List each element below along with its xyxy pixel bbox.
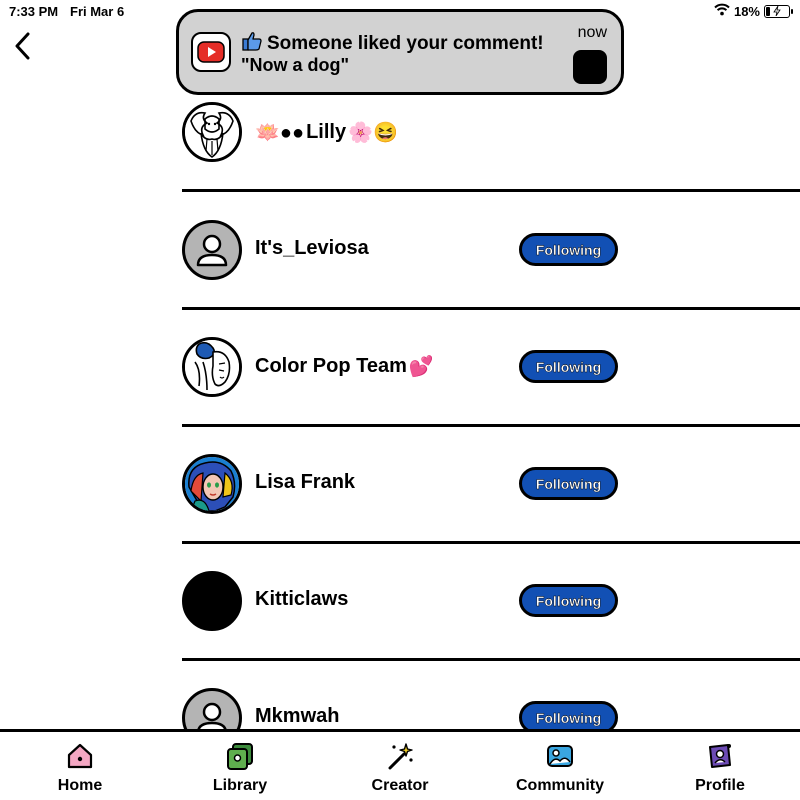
notification-time: now — [577, 24, 607, 41]
list-item[interactable] — [182, 102, 800, 219]
notification-banner[interactable] — [176, 9, 624, 95]
notification-title — [241, 30, 544, 58]
divider — [182, 424, 800, 427]
list-item[interactable] — [182, 220, 800, 337]
divider — [182, 189, 800, 192]
default-avatar-icon — [182, 688, 242, 731]
tab-label: Home — [57, 777, 103, 794]
profile-icon — [704, 740, 736, 772]
bottom-tab-bar — [0, 729, 800, 800]
battery-percent: 18% — [733, 3, 760, 19]
following-button[interactable]: Following — [519, 701, 618, 731]
avatar — [182, 337, 242, 397]
list-item[interactable] — [182, 571, 800, 688]
tab-library[interactable] — [180, 740, 300, 800]
user-name-text: Lilly — [306, 121, 347, 143]
tab-label: Library — [212, 777, 268, 794]
tab-home[interactable] — [20, 740, 140, 800]
back-button[interactable] — [8, 30, 36, 66]
user-name-text: Color Pop Team — [255, 355, 407, 377]
home-icon — [64, 740, 96, 772]
following-button[interactable]: Following — [519, 233, 618, 266]
following-button[interactable]: Following — [519, 350, 618, 383]
user-name-suffix: 🌸😆 — [348, 122, 398, 144]
chevron-left-icon — [13, 32, 31, 65]
divider — [182, 658, 800, 661]
tab-creator[interactable] — [340, 740, 460, 800]
user-name — [255, 354, 434, 379]
community-icon — [544, 740, 576, 772]
avatar — [182, 102, 242, 162]
following-list — [182, 0, 800, 731]
user-name: Lisa Frank — [255, 471, 356, 493]
youtube-icon — [191, 32, 231, 72]
tab-profile[interactable] — [660, 740, 780, 800]
following-button[interactable]: Following — [519, 467, 618, 500]
thumbs-up-icon — [241, 30, 263, 58]
avatar — [182, 571, 242, 631]
notification-thumbnail — [573, 50, 607, 84]
tab-label: Creator — [371, 777, 429, 794]
status-time: 7:33 PM — [9, 4, 59, 19]
user-name-prefix: 🪷●● — [255, 122, 305, 144]
library-icon — [224, 740, 256, 772]
avatar — [182, 454, 242, 514]
user-name: It's_Leviosa — [255, 237, 369, 259]
user-name-suffix: 💕 — [408, 356, 434, 378]
tab-community[interactable] — [500, 740, 620, 800]
tab-label: Community — [516, 777, 604, 794]
divider — [182, 541, 800, 544]
notification-title-text: Someone liked your comment! — [267, 33, 544, 54]
user-name: Mkmwah — [255, 705, 340, 727]
list-item[interactable] — [182, 337, 800, 454]
list-item[interactable] — [182, 688, 800, 731]
tab-label: Profile — [695, 777, 745, 794]
divider — [182, 307, 800, 310]
status-date: Fri Mar 6 — [70, 4, 125, 19]
notification-body: "Now a dog" — [241, 55, 350, 75]
list-item[interactable] — [182, 454, 800, 571]
magic-wand-icon — [384, 740, 416, 772]
user-name: Kitticlaws — [255, 588, 349, 610]
default-avatar-icon — [182, 220, 242, 280]
following-button[interactable]: Following — [519, 584, 618, 617]
user-name — [255, 120, 398, 145]
